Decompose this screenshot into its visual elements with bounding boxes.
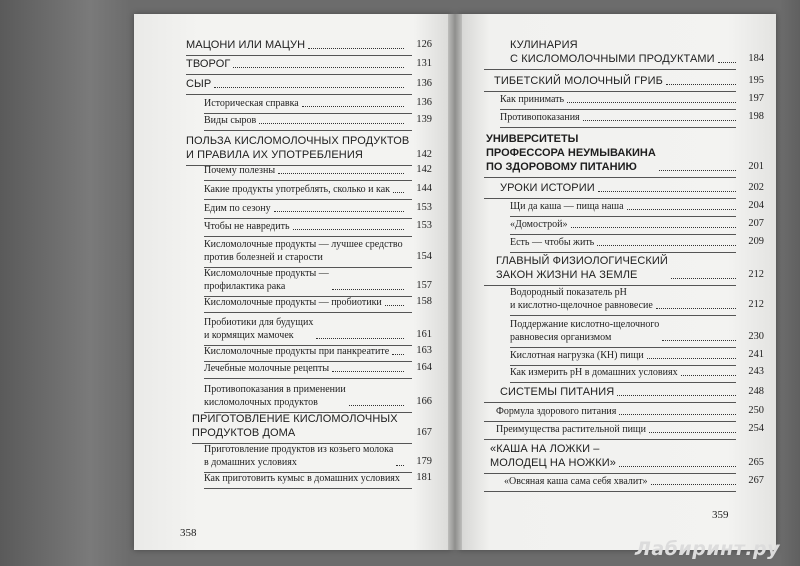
toc-entry-title: Щи да каша — пища наша (510, 201, 624, 212)
toc-entry-title: Противопоказания в применении (204, 384, 346, 395)
toc-entry (204, 220, 290, 233)
toc-entry-title: ПОЛЬЗА КИСЛОМОЛОЧНЫХ ПРОДУКТОВ (186, 135, 410, 147)
toc-entry (500, 181, 595, 195)
entry-underline (484, 473, 736, 474)
toc-page-number: 241 (748, 349, 764, 360)
toc-entry (204, 267, 329, 293)
toc-page-number: 136 (416, 97, 432, 108)
toc-page-number: 131 (416, 58, 432, 69)
leader-dots (659, 170, 736, 171)
toc-entry (510, 38, 715, 66)
toc-page-number: 144 (416, 183, 432, 194)
entry-underline (186, 94, 412, 95)
entry-underline (204, 218, 412, 219)
toc-entry (510, 366, 678, 379)
toc-entry (204, 383, 346, 409)
toc-page-number: 265 (748, 457, 764, 468)
toc-entry-title: и кормящих мамочек (204, 330, 294, 341)
toc-entry (496, 254, 668, 282)
toc-entry-title: против болезней и старости (204, 252, 323, 263)
leader-dots (567, 102, 736, 103)
toc-page-number: 195 (748, 75, 764, 86)
toc-entry-title: Историческая справка (204, 98, 299, 109)
toc-page-number: 153 (416, 202, 432, 213)
entry-underline (500, 127, 736, 128)
toc-entry-title: МОЛОДЕЦ НА НОЖКИ» (490, 457, 616, 469)
toc-entry-title: «Овсяная каша сама себя хвалит» (504, 476, 648, 487)
toc-entry-title: ПРОДУКТОВ ДОМА (192, 427, 296, 439)
toc-entry (186, 77, 211, 91)
leader-dots (396, 465, 404, 466)
toc-entry (186, 38, 305, 52)
toc-page-number: 207 (748, 218, 764, 229)
toc-page-number: 212 (748, 299, 764, 310)
toc-page-number: 161 (416, 329, 432, 340)
toc-page-number: 142 (416, 164, 432, 175)
leader-dots (598, 191, 736, 192)
toc-entry (204, 183, 390, 196)
toc-entry (510, 349, 644, 362)
leader-dots (302, 106, 404, 107)
book-gutter (448, 14, 462, 550)
entry-underline (186, 55, 412, 56)
toc-entry-title: ПО ЗДОРОВОМУ ПИТАНИЮ (486, 161, 637, 173)
toc-entry (490, 442, 616, 470)
toc-entry-title: Противопоказания (500, 112, 580, 123)
toc-entry-title: Приготовление продуктов из козьего молока (204, 444, 394, 455)
entry-underline (204, 488, 412, 489)
entry-underline (484, 198, 736, 199)
entry-underline (484, 421, 736, 422)
leader-dots (393, 192, 404, 193)
entry-underline (484, 439, 736, 440)
toc-entry (504, 475, 648, 488)
toc-page-number: 201 (748, 161, 764, 172)
toc-entry-title: Виды сыров (204, 115, 257, 126)
toc-entry (204, 164, 275, 177)
toc-entry-title: Кисломолочные продукты — пробиотики (204, 297, 382, 308)
toc-entry (496, 405, 616, 418)
leader-dots (662, 340, 736, 341)
toc-entry (510, 200, 624, 213)
toc-entry (204, 114, 256, 127)
toc-page-number: 167 (416, 427, 432, 438)
leader-dots (332, 371, 404, 372)
leader-dots (671, 278, 736, 279)
toc-page-number: 154 (416, 251, 432, 262)
toc-entry (204, 443, 393, 469)
toc-entry (510, 218, 568, 231)
toc-entry-title: Почему полезны (204, 165, 276, 176)
toc-entry-title: «Домострой» (510, 219, 568, 230)
right-page-number: 359 (712, 509, 729, 521)
toc-page-number: 179 (416, 456, 432, 467)
toc-entry-title: ПРОФЕССОРА НЕУМЫВАКИНА (486, 147, 656, 159)
toc-entry-title: Кисломолочные продукты — (204, 268, 329, 279)
toc-page-number: 184 (748, 53, 764, 64)
leader-dots (385, 305, 404, 306)
toc-entry (204, 97, 299, 110)
entry-underline (510, 382, 736, 383)
leader-dots (651, 484, 736, 485)
entry-underline (484, 491, 736, 492)
toc-entry (204, 472, 400, 485)
leader-dots (617, 395, 736, 396)
leader-dots (666, 84, 736, 85)
watermark-logo: Лабиринт.ру (635, 538, 780, 560)
leader-dots (278, 173, 404, 174)
leader-dots (214, 87, 404, 88)
toc-page-number: 230 (748, 331, 764, 342)
entry-underline (204, 199, 412, 200)
leader-dots (293, 229, 404, 230)
toc-page-number: 158 (416, 296, 432, 307)
leader-dots (627, 209, 736, 210)
toc-entry-title: Формула здорового питания (496, 406, 617, 417)
toc-page-number: 250 (748, 405, 764, 416)
entry-underline (484, 91, 736, 92)
entry-underline (204, 236, 412, 237)
toc-entry (500, 111, 580, 124)
toc-entry (204, 345, 389, 358)
toc-page-number: 267 (748, 475, 764, 486)
toc-entry-title: ТВОРОГ (186, 58, 231, 70)
toc-page-number: 136 (416, 78, 432, 89)
leader-dots (656, 308, 736, 309)
toc-entry-title: профилактика рака (204, 281, 286, 292)
toc-entry-title: Кисломолочные продукты — лучшее средство (204, 239, 403, 250)
toc-page-number: 248 (748, 386, 764, 397)
toc-entry-title: Есть — чтобы жить (510, 237, 595, 248)
toc-entry-title: Водородный показатель рН (510, 287, 627, 298)
leader-dots (718, 62, 736, 63)
entry-underline (204, 312, 412, 313)
entry-underline (186, 74, 412, 75)
leader-dots (392, 354, 404, 355)
leader-dots (233, 67, 404, 68)
toc-entry-title: «КАША НА ЛОЖКИ – (490, 443, 600, 455)
toc-page-number: 157 (416, 280, 432, 291)
toc-entry-title: ЗАКОН ЖИЗНИ НА ЗЕМЛЕ (496, 269, 638, 281)
toc-entry-title: ГЛАВНЫЙ ФИЗИОЛОГИЧЕСКИЙ (496, 255, 668, 267)
leader-dots (619, 466, 736, 467)
toc-entry-title: СЫР (186, 78, 212, 90)
toc-entry-title: равновесия организмом (510, 332, 612, 343)
toc-entry-title: Как приготовить кумыс в домашних условиях (204, 473, 400, 484)
leader-dots (274, 211, 404, 212)
toc-page-number: 212 (748, 269, 764, 280)
toc-page-number: 254 (748, 423, 764, 434)
toc-entry (204, 202, 271, 215)
entry-underline (510, 252, 736, 253)
toc-entry (186, 57, 230, 71)
toc-page-number: 166 (416, 396, 432, 407)
leader-dots (308, 48, 404, 49)
leader-dots (619, 414, 736, 415)
toc-page-number: 142 (416, 149, 432, 160)
toc-page-number: 243 (748, 366, 764, 377)
toc-entry (510, 318, 659, 344)
entry-underline (510, 347, 736, 348)
leader-dots (649, 432, 736, 433)
toc-page-number: 197 (748, 93, 764, 104)
leader-dots (349, 405, 404, 406)
toc-page-number: 209 (748, 236, 764, 247)
toc-entry-title: Кисломолочные продукты при панкреатите (204, 346, 390, 357)
toc-page-number: 164 (416, 362, 432, 373)
toc-entry-title: Какие продукты употреблять, сколько и как (204, 184, 391, 195)
toc-entry-title: УРОКИ ИСТОРИИ (500, 182, 595, 194)
toc-entry (510, 236, 594, 249)
leader-dots (583, 120, 736, 121)
entry-underline (484, 402, 736, 403)
toc-entry-title: Как измерить рН в домашних условиях (510, 367, 678, 378)
toc-entry (500, 385, 614, 399)
toc-entry-title: И ПРАВИЛА ИХ УПОТРЕБЛЕНИЯ (186, 149, 363, 161)
toc-entry-title: СИСТЕМЫ ПИТАНИЯ (500, 386, 615, 398)
toc-entry-title: ТИБЕТСКИЙ МОЛОЧНЫЙ ГРИБ (494, 75, 663, 87)
toc-entry-title: кисломолочных продуктов (204, 397, 318, 408)
toc-entry (204, 316, 313, 342)
entry-underline (500, 109, 736, 110)
toc-entry-title: Преимущества растительной пищи (496, 424, 646, 435)
toc-page-number: 202 (748, 182, 764, 193)
leader-dots (681, 375, 736, 376)
leader-dots (316, 338, 404, 339)
toc-entry (510, 286, 653, 312)
toc-entry (486, 132, 656, 174)
toc-page-number: 139 (416, 114, 432, 125)
toc-page-number: 198 (748, 111, 764, 122)
leader-dots (597, 245, 736, 246)
toc-entry-title: Чтобы не навредить (204, 221, 290, 232)
toc-entry-title: Кислотная нагрузка (КН) пищи (510, 350, 644, 361)
leader-dots (571, 227, 737, 228)
toc-page-number: 181 (416, 472, 432, 483)
toc-entry-title: С КИСЛОМОЛОЧНЫМИ ПРОДУКТАМИ (510, 53, 715, 65)
toc-page-number: 126 (416, 39, 432, 50)
leader-dots (647, 358, 736, 359)
leader-dots (259, 123, 404, 124)
toc-entry-title: ПРИГОТОВЛЕНИЕ КИСЛОМОЛОЧНЫХ (192, 413, 398, 425)
toc-entry-title: Поддержание кислотно-щелочного (510, 319, 660, 330)
toc-entry (204, 296, 382, 309)
toc-entry-title: МАЦОНИ ИЛИ МАЦУН (186, 39, 306, 51)
toc-entry-title: в домашних условиях (204, 457, 297, 468)
entry-underline (510, 234, 736, 235)
toc-entry-title: Пробиотики для будущих (204, 317, 314, 328)
toc-entry (186, 134, 409, 162)
toc-entry (204, 362, 329, 375)
toc-page-number: 163 (416, 345, 432, 356)
toc-entry-title: Едим по сезону (204, 203, 271, 214)
leader-dots (332, 289, 404, 290)
entry-underline (484, 69, 736, 70)
toc-entry (500, 93, 564, 106)
entry-underline (484, 177, 736, 178)
toc-entry-title: Лечебные молочные рецепты (204, 363, 330, 374)
toc-entry (496, 423, 646, 436)
entry-underline (510, 216, 736, 217)
toc-entry-title: КУЛИНАРИЯ (510, 39, 578, 51)
left-page-number: 358 (180, 527, 197, 539)
toc-entry-title: и кислотно-щелочное равновесие (510, 300, 653, 311)
toc-entry-title: УНИВЕРСИТЕТЫ (486, 133, 579, 145)
toc-entry-title: Как принимать (500, 94, 565, 105)
toc-entry (494, 74, 663, 88)
entry-underline (204, 378, 412, 379)
toc-page-number: 204 (748, 200, 764, 211)
toc-page-number: 153 (416, 220, 432, 231)
toc-entry (192, 412, 398, 440)
toc-entry (204, 238, 403, 264)
entry-underline (204, 180, 412, 181)
entry-underline (510, 315, 736, 316)
entry-underline (204, 130, 412, 131)
